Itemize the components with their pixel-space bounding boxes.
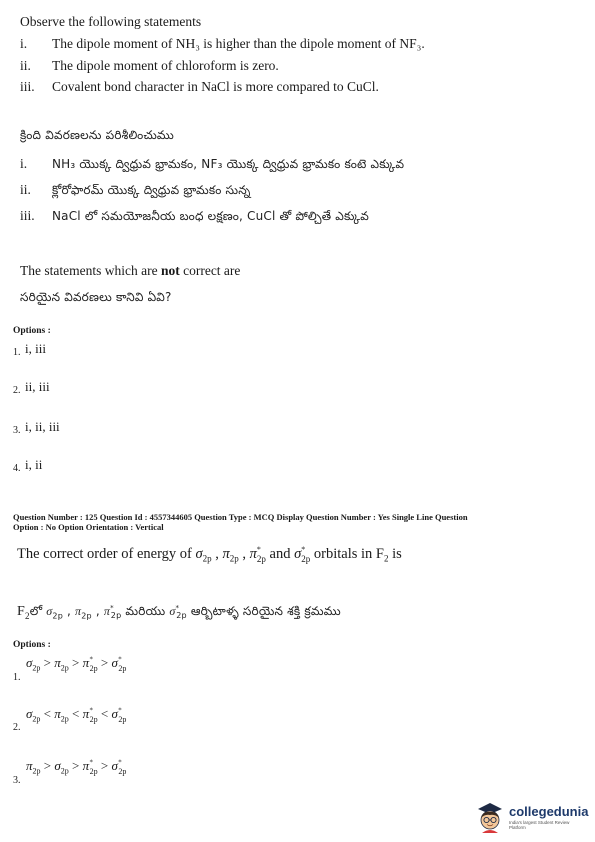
q1-statement: The dipole moment of NH₃ is higher than the dipole moment of NF₃. [52,36,425,51]
q1-te-question: సరియైన వివరణలు కానివి ఏవి? [20,290,172,304]
logo-name: collegedunia [509,804,589,819]
q1-option[interactable]: i, iii [25,341,46,356]
q1-option-num: 3. [13,425,21,436]
q1-statement: Covalent bond character in NaCl is more compared to CuCl. [52,79,379,94]
q2-option-num: 2. [13,722,21,733]
q2-option-3[interactable]: $\pi_{2p} > \sigma_{2p} > \pi^*_{2p} > \sigma^*_{2p}$ [26,758,127,776]
q1-option[interactable]: i, ii [25,457,43,472]
q2-meta-line1: Question Number : 125 Question Id : 4557344605 Question Type : MCQ Display Question Number : Yes Single Line Question [13,512,468,522]
q1-te-statement: NH₃ యొక్క ద్విధ్రువ భ్రామకం, NF₃ యొక్క ద్విధ్రువ భ్రామకం కంటె ఎక్కువ [52,157,405,171]
q1-option[interactable]: ii, iii [25,379,50,394]
q1-statement-num: iii. [20,79,35,94]
logo-tagline: India's largest Student Review Platform [509,820,570,830]
q1-te-statement-num: iii. [20,208,35,223]
q1-te-intro: క్రింది వివరణలను పరిశీలించుము [20,128,174,142]
q2-te-question: $F_2లో$ $\sigma_{2p}$ , $\pi_{2p}$ , $\pi^*_{2p}$ మరియు $\sigma^*_{2p}$ ఆర్బిటాళ్ళ సరియైన శక్తి క్రమము [17,604,341,621]
q1-statement-num: i. [20,36,28,51]
q1-option-num: 2. [13,385,21,396]
q1-statement-num: ii. [20,58,31,73]
q1-option-num: 1. [13,347,21,358]
q1-question: The statements which are not correct are [20,263,241,278]
q2-option-1[interactable]: $\sigma_{2p} > \pi_{2p} > \pi^*_{2p} > \sigma^*_{2p}$ [26,655,127,673]
collegedunia-logo [475,800,587,834]
q2-option-2[interactable]: $\sigma_{2p} < \pi_{2p} < \pi^*_{2p} < \sigma^*_{2p}$ [26,706,127,724]
q1-statement: The dipole moment of chloroform is zero. [52,58,279,73]
q2-question: The correct order of energy of $\sigma_{2p}$ , $\pi_{2p}$ , $\pi^*_{2p}$ and $\sigma^*_{2p}$ orbitals in $F_2$ is [17,545,402,564]
q2-option-num: 3. [13,775,21,786]
q1-te-statement: క్లోరోఫారమ్ యొక్క ద్విధ్రువ భ్రామకం సున్న [52,183,251,197]
q1-option[interactable]: i, ii, iii [25,419,60,434]
q1-te-statement: NaCl లో సమయోజనీయ బంధ లక్షణం, CuCl తో పోల్చితే ఎక్కువ [52,209,370,223]
q1-te-statement-num: i. [20,156,28,171]
q1-question-emphasis: not [160,263,180,278]
q1-intro: Observe the following statements [20,14,202,29]
q1-te-statement-num: ii. [20,182,31,197]
q1-options-label: Options : [13,326,51,336]
q2-option-num: 1. [13,672,21,683]
q2-meta-line2: Option : No Option Orientation : Vertical [13,522,164,532]
q2-options-label: Options : [13,640,51,650]
q1-option-num: 4. [13,463,21,474]
mascot-icon [475,800,505,834]
